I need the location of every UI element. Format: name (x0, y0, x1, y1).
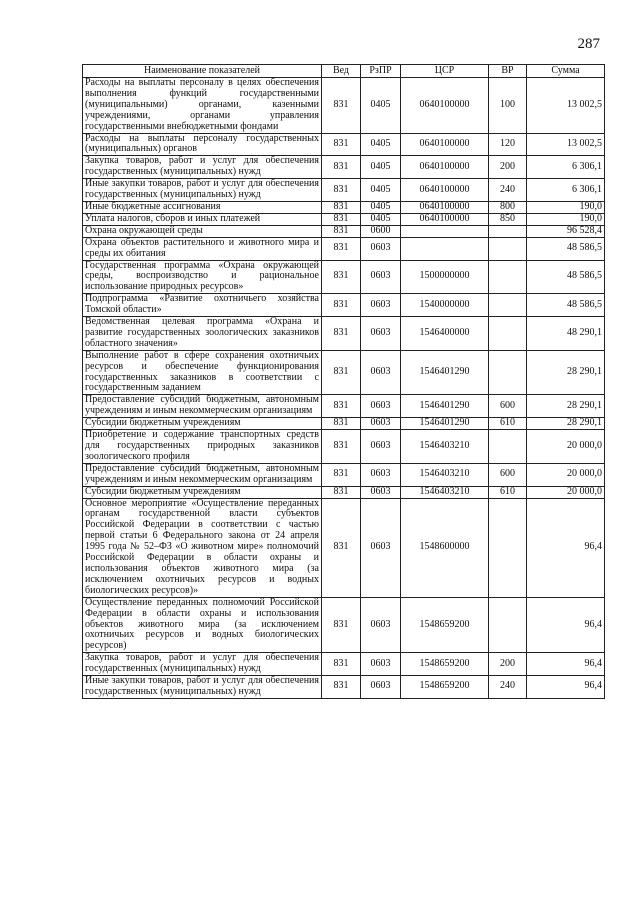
cell-rzpr: 0603 (361, 597, 401, 653)
table-row (83, 418, 605, 430)
cell-rzpr: 0405 (361, 78, 401, 134)
cell-sum: 48 290,1 (527, 317, 605, 351)
table-row (83, 498, 605, 597)
cell-sum: 28 290,1 (527, 395, 605, 418)
cell-ved: 831 (322, 201, 361, 213)
cell-ved: 831 (322, 486, 361, 498)
cell-csr (401, 237, 489, 260)
cell-ved: 831 (322, 225, 361, 237)
cell-vr: 200 (489, 653, 527, 676)
cell-sum: 48 586,5 (527, 237, 605, 260)
cell-rzpr: 0603 (361, 676, 401, 699)
cell-vr: 100 (489, 78, 527, 134)
cell-csr: 1546401290 (401, 395, 489, 418)
cell-rzpr: 0405 (361, 133, 401, 156)
cell-ved: 831 (322, 463, 361, 486)
cell-ved: 831 (322, 317, 361, 351)
cell-name: Ведомственная целевая программа «Охрана и развитие государственных зоологических заказников областного значения» (83, 317, 322, 351)
cell-rzpr: 0603 (361, 498, 401, 597)
cell-ved: 831 (322, 430, 361, 464)
cell-rzpr: 0603 (361, 237, 401, 260)
cell-ved: 831 (322, 395, 361, 418)
cell-sum: 6 306,1 (527, 179, 605, 202)
header-ved: Вед (322, 65, 361, 78)
cell-ved: 831 (322, 418, 361, 430)
cell-name: Иные бюджетные ассигнования (83, 201, 322, 213)
cell-csr: 0640100000 (401, 213, 489, 225)
cell-rzpr: 0603 (361, 350, 401, 395)
cell-vr: 610 (489, 486, 527, 498)
cell-ved: 831 (322, 498, 361, 597)
cell-csr: 1548659200 (401, 653, 489, 676)
cell-csr: 0640100000 (401, 201, 489, 213)
cell-csr: 1546403210 (401, 486, 489, 498)
header-name: Наименование показателей (83, 65, 322, 78)
cell-sum: 96,4 (527, 653, 605, 676)
cell-vr: 600 (489, 463, 527, 486)
cell-csr: 1546401290 (401, 350, 489, 395)
cell-csr: 1540000000 (401, 294, 489, 317)
cell-csr: 1546403210 (401, 430, 489, 464)
cell-sum: 13 002,5 (527, 78, 605, 134)
cell-ved: 831 (322, 213, 361, 225)
cell-csr: 1548659200 (401, 597, 489, 653)
cell-name: Предоставление субсидий бюджетным, автономным учреждениям и иным некоммерческим организациям (83, 463, 322, 486)
cell-name: Иные закупки товаров, работ и услуг для обеспечения государственных (муниципальных) нужд (83, 676, 322, 699)
cell-csr (401, 225, 489, 237)
cell-vr: 800 (489, 201, 527, 213)
table-row (83, 213, 605, 225)
cell-ved: 831 (322, 597, 361, 653)
cell-vr: 850 (489, 213, 527, 225)
cell-name: Субсидии бюджетным учреждениям (83, 486, 322, 498)
cell-rzpr: 0603 (361, 653, 401, 676)
cell-sum: 20 000,0 (527, 486, 605, 498)
cell-sum: 190,0 (527, 201, 605, 213)
cell-rzpr: 0603 (361, 430, 401, 464)
cell-vr (489, 225, 527, 237)
table-row (83, 653, 605, 676)
cell-sum: 96 528,4 (527, 225, 605, 237)
header-sum: Сумма (527, 65, 605, 78)
cell-sum: 96,4 (527, 597, 605, 653)
budget-table (82, 64, 605, 699)
cell-name: Приобретение и содержание транспортных средств для государственных природных заказников зоологического профиля (83, 430, 322, 464)
cell-vr: 200 (489, 156, 527, 179)
table-header-row (83, 65, 605, 78)
cell-vr: 240 (489, 179, 527, 202)
cell-sum: 48 586,5 (527, 260, 605, 294)
table-row (83, 78, 605, 134)
cell-name: Охрана объектов растительного и животного мира и среды их обитания (83, 237, 322, 260)
table-row (83, 225, 605, 237)
cell-vr (489, 430, 527, 464)
table-row (83, 430, 605, 464)
cell-sum: 20 000,0 (527, 463, 605, 486)
header-vr: ВР (489, 65, 527, 78)
cell-vr: 120 (489, 133, 527, 156)
cell-name: Государственная программа «Охрана окружающей среды, воспроизводство и рациональное использование природных ресурсов» (83, 260, 322, 294)
cell-rzpr: 0603 (361, 260, 401, 294)
cell-name: Субсидии бюджетным учреждениям (83, 418, 322, 430)
cell-rzpr: 0603 (361, 395, 401, 418)
table-row (83, 317, 605, 351)
cell-vr (489, 317, 527, 351)
header-csr: ЦСР (401, 65, 489, 78)
cell-vr (489, 237, 527, 260)
cell-sum: 6 306,1 (527, 156, 605, 179)
table-body (83, 78, 605, 699)
table-row (83, 237, 605, 260)
cell-name: Закупка товаров, работ и услуг для обеспечения государственных (муниципальных) нужд (83, 653, 322, 676)
table-row (83, 201, 605, 213)
page-number: 287 (577, 36, 600, 52)
cell-vr (489, 260, 527, 294)
cell-ved: 831 (322, 676, 361, 699)
cell-name: Охрана окружающей среды (83, 225, 322, 237)
header-rzpr: РзПР (361, 65, 401, 78)
cell-ved: 831 (322, 133, 361, 156)
table-row (83, 294, 605, 317)
cell-csr: 0640100000 (401, 78, 489, 134)
cell-ved: 831 (322, 350, 361, 395)
cell-sum: 20 000,0 (527, 430, 605, 464)
cell-rzpr: 0405 (361, 179, 401, 202)
cell-sum: 96,4 (527, 498, 605, 597)
cell-name: Иные закупки товаров, работ и услуг для обеспечения государственных (муниципальных) нужд (83, 179, 322, 202)
cell-vr: 240 (489, 676, 527, 699)
cell-rzpr: 0600 (361, 225, 401, 237)
cell-csr: 0640100000 (401, 179, 489, 202)
cell-sum: 13 002,5 (527, 133, 605, 156)
cell-rzpr: 0603 (361, 418, 401, 430)
cell-rzpr: 0603 (361, 463, 401, 486)
cell-name: Выполнение работ в сфере сохранения охотничьих ресурсов и обеспечение функционирования государственных заказников в соответствии с государственным заданием (83, 350, 322, 395)
cell-vr: 610 (489, 418, 527, 430)
table-row (83, 597, 605, 653)
cell-vr (489, 350, 527, 395)
cell-vr (489, 294, 527, 317)
cell-csr: 1548659200 (401, 676, 489, 699)
cell-sum: 48 586,5 (527, 294, 605, 317)
cell-ved: 831 (322, 237, 361, 260)
cell-name: Основное мероприятие «Осуществление переданных органам государственной власти субъектов Российской Федерации в соответствии с частью первой статьи 6 Федерального закона от 24 апреля 1995 года № 52–ФЗ «О животном мире» полномочий Российской Федерации в области охраны и использования объектов животного мира (за исключением охотничьих ресурсов и водных биологических ресурсов)» (83, 498, 322, 597)
cell-csr: 0640100000 (401, 156, 489, 179)
cell-rzpr: 0405 (361, 213, 401, 225)
cell-csr: 1500000000 (401, 260, 489, 294)
cell-rzpr: 0603 (361, 486, 401, 498)
cell-ved: 831 (322, 294, 361, 317)
cell-csr: 1546401290 (401, 418, 489, 430)
cell-csr: 1546400000 (401, 317, 489, 351)
table-row (83, 676, 605, 699)
cell-rzpr: 0603 (361, 294, 401, 317)
cell-name: Закупка товаров, работ и услуг для обеспечения государственных (муниципальных) нужд (83, 156, 322, 179)
table-row (83, 395, 605, 418)
cell-ved: 831 (322, 156, 361, 179)
cell-name: Расходы на выплаты персоналу в целях обеспечения выполнения функций государственными (муниципальными) органами, казенными учреждениями, органами управления государственными внебюджетными фондами (83, 78, 322, 134)
table-row (83, 486, 605, 498)
cell-ved: 831 (322, 179, 361, 202)
cell-ved: 831 (322, 260, 361, 294)
cell-vr (489, 498, 527, 597)
cell-rzpr: 0405 (361, 156, 401, 179)
cell-name: Предоставление субсидий бюджетным, автономным учреждениям и иным некоммерческим организациям (83, 395, 322, 418)
cell-sum: 28 290,1 (527, 418, 605, 430)
cell-name: Осуществление переданных полномочий Российской Федерации в области охраны и использования объектов животного мира (за исключением охотничьих ресурсов и водных биологических ресурсов) (83, 597, 322, 653)
table-row (83, 179, 605, 202)
cell-ved: 831 (322, 78, 361, 134)
cell-sum: 96,4 (527, 676, 605, 699)
cell-vr: 600 (489, 395, 527, 418)
cell-csr: 1546403210 (401, 463, 489, 486)
table-row (83, 463, 605, 486)
cell-sum: 28 290,1 (527, 350, 605, 395)
table-row (83, 133, 605, 156)
cell-name: Уплата налогов, сборов и иных платежей (83, 213, 322, 225)
cell-rzpr: 0603 (361, 317, 401, 351)
table-row (83, 156, 605, 179)
cell-name: Подпрограмма «Развитие охотничьего хозяйства Томской области» (83, 294, 322, 317)
cell-rzpr: 0405 (361, 201, 401, 213)
table-row (83, 260, 605, 294)
table-row (83, 350, 605, 395)
cell-vr (489, 597, 527, 653)
cell-sum: 190,0 (527, 213, 605, 225)
cell-csr: 1548600000 (401, 498, 489, 597)
cell-name: Расходы на выплаты персоналу государственных (муниципальных) органов (83, 133, 322, 156)
cell-ved: 831 (322, 653, 361, 676)
cell-csr: 0640100000 (401, 133, 489, 156)
